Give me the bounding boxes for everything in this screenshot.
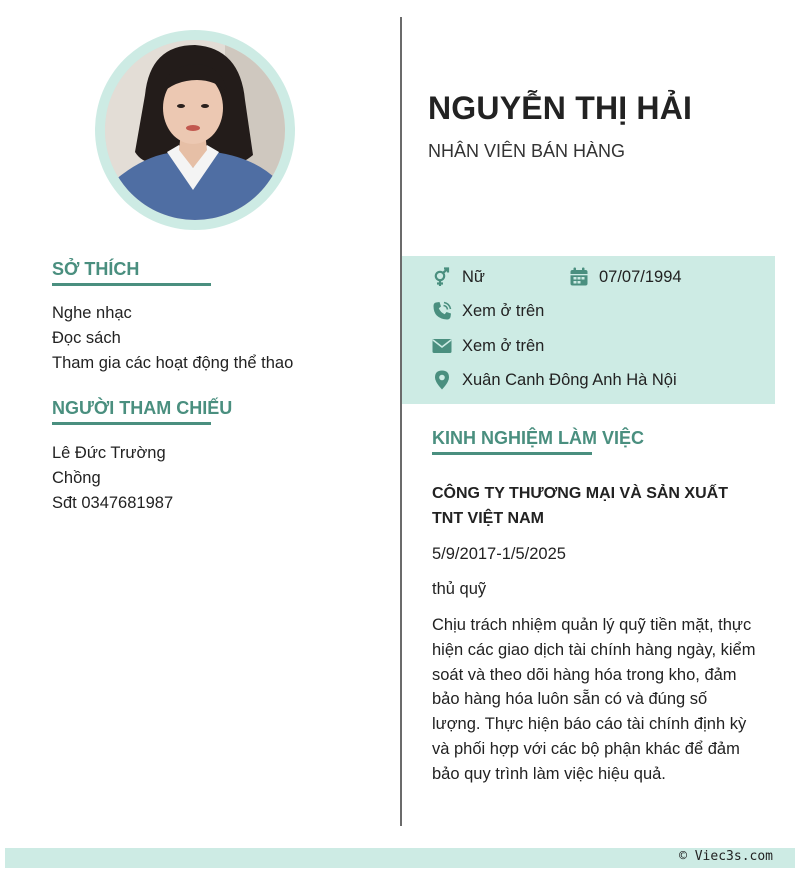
email-row	[432, 336, 544, 356]
job-title: NHÂN VIÊN BÁN HÀNG	[428, 141, 626, 161]
work-period: 5/9/2017-1/5/2025	[432, 545, 566, 563]
gender-icon	[432, 267, 452, 287]
reference-relation: Chồng	[52, 469, 101, 487]
company-name: CÔNG TY THƯƠNG MẠI VÀ SẢN XUẤT TNT VIỆT NAM	[432, 485, 728, 527]
work-description: Chịu trách nhiệm quản lý quỹ tiền mặt, thực hiện các giao dịch tài chính hàng ngày, kiểm soát và theo dõi hàng hóa trong kho, đảm bảo hàng hóa luôn sẵn có và đúng số lượng. Thực hiện báo cáo tài chính định kỳ và phối hợp với các bộ phận khác để đảm bảo quy trình làm việc hiệu quả.	[432, 616, 756, 783]
candidate-name: NGUYỄN THỊ HẢI	[428, 90, 693, 126]
hobby-item: Tham gia các hoạt động thể thao	[52, 354, 294, 372]
work-position: thủ quỹ	[432, 580, 487, 598]
references-title: NGƯỜI THAM CHIẾU	[52, 398, 233, 418]
references-underline	[52, 422, 211, 425]
hobby-item: Đọc sách	[52, 329, 121, 347]
map-pin-icon	[432, 370, 452, 390]
reference-phone: Sđt 0347681987	[52, 494, 174, 512]
reference-name: Lê Đức Trường	[52, 444, 166, 462]
footer-credit: © Viec3s.com	[679, 849, 773, 864]
phone-value: Xem ở trên	[462, 301, 545, 320]
gender-value: Nữ	[462, 267, 485, 286]
column-divider	[400, 17, 402, 826]
avatar-ring	[95, 30, 295, 230]
birthday-value: 07/07/1994	[599, 267, 682, 286]
email-value: Xem ở trên	[462, 336, 545, 355]
address-value: Xuân Canh Đông Anh Hà Nội	[462, 370, 677, 389]
hobby-item: Nghe nhạc	[52, 304, 132, 322]
avatar-photo	[105, 40, 285, 220]
references-list	[52, 441, 173, 516]
birthday-row	[569, 267, 682, 287]
footer-bar	[5, 848, 795, 868]
hobbies-title: SỞ THÍCH	[52, 259, 140, 279]
contact-panel	[402, 256, 775, 404]
hobbies-list	[52, 301, 293, 376]
avatar	[105, 40, 285, 220]
hobbies-underline	[52, 283, 211, 286]
gender-row	[432, 267, 485, 287]
experience-underline	[432, 452, 592, 455]
envelope-icon	[432, 336, 452, 356]
calendar-icon	[569, 267, 589, 287]
phone-row	[432, 301, 544, 321]
experience-title: KINH NGHIỆM LÀM VIỆC	[432, 428, 645, 448]
phone-icon	[432, 301, 452, 321]
address-row	[432, 370, 677, 390]
